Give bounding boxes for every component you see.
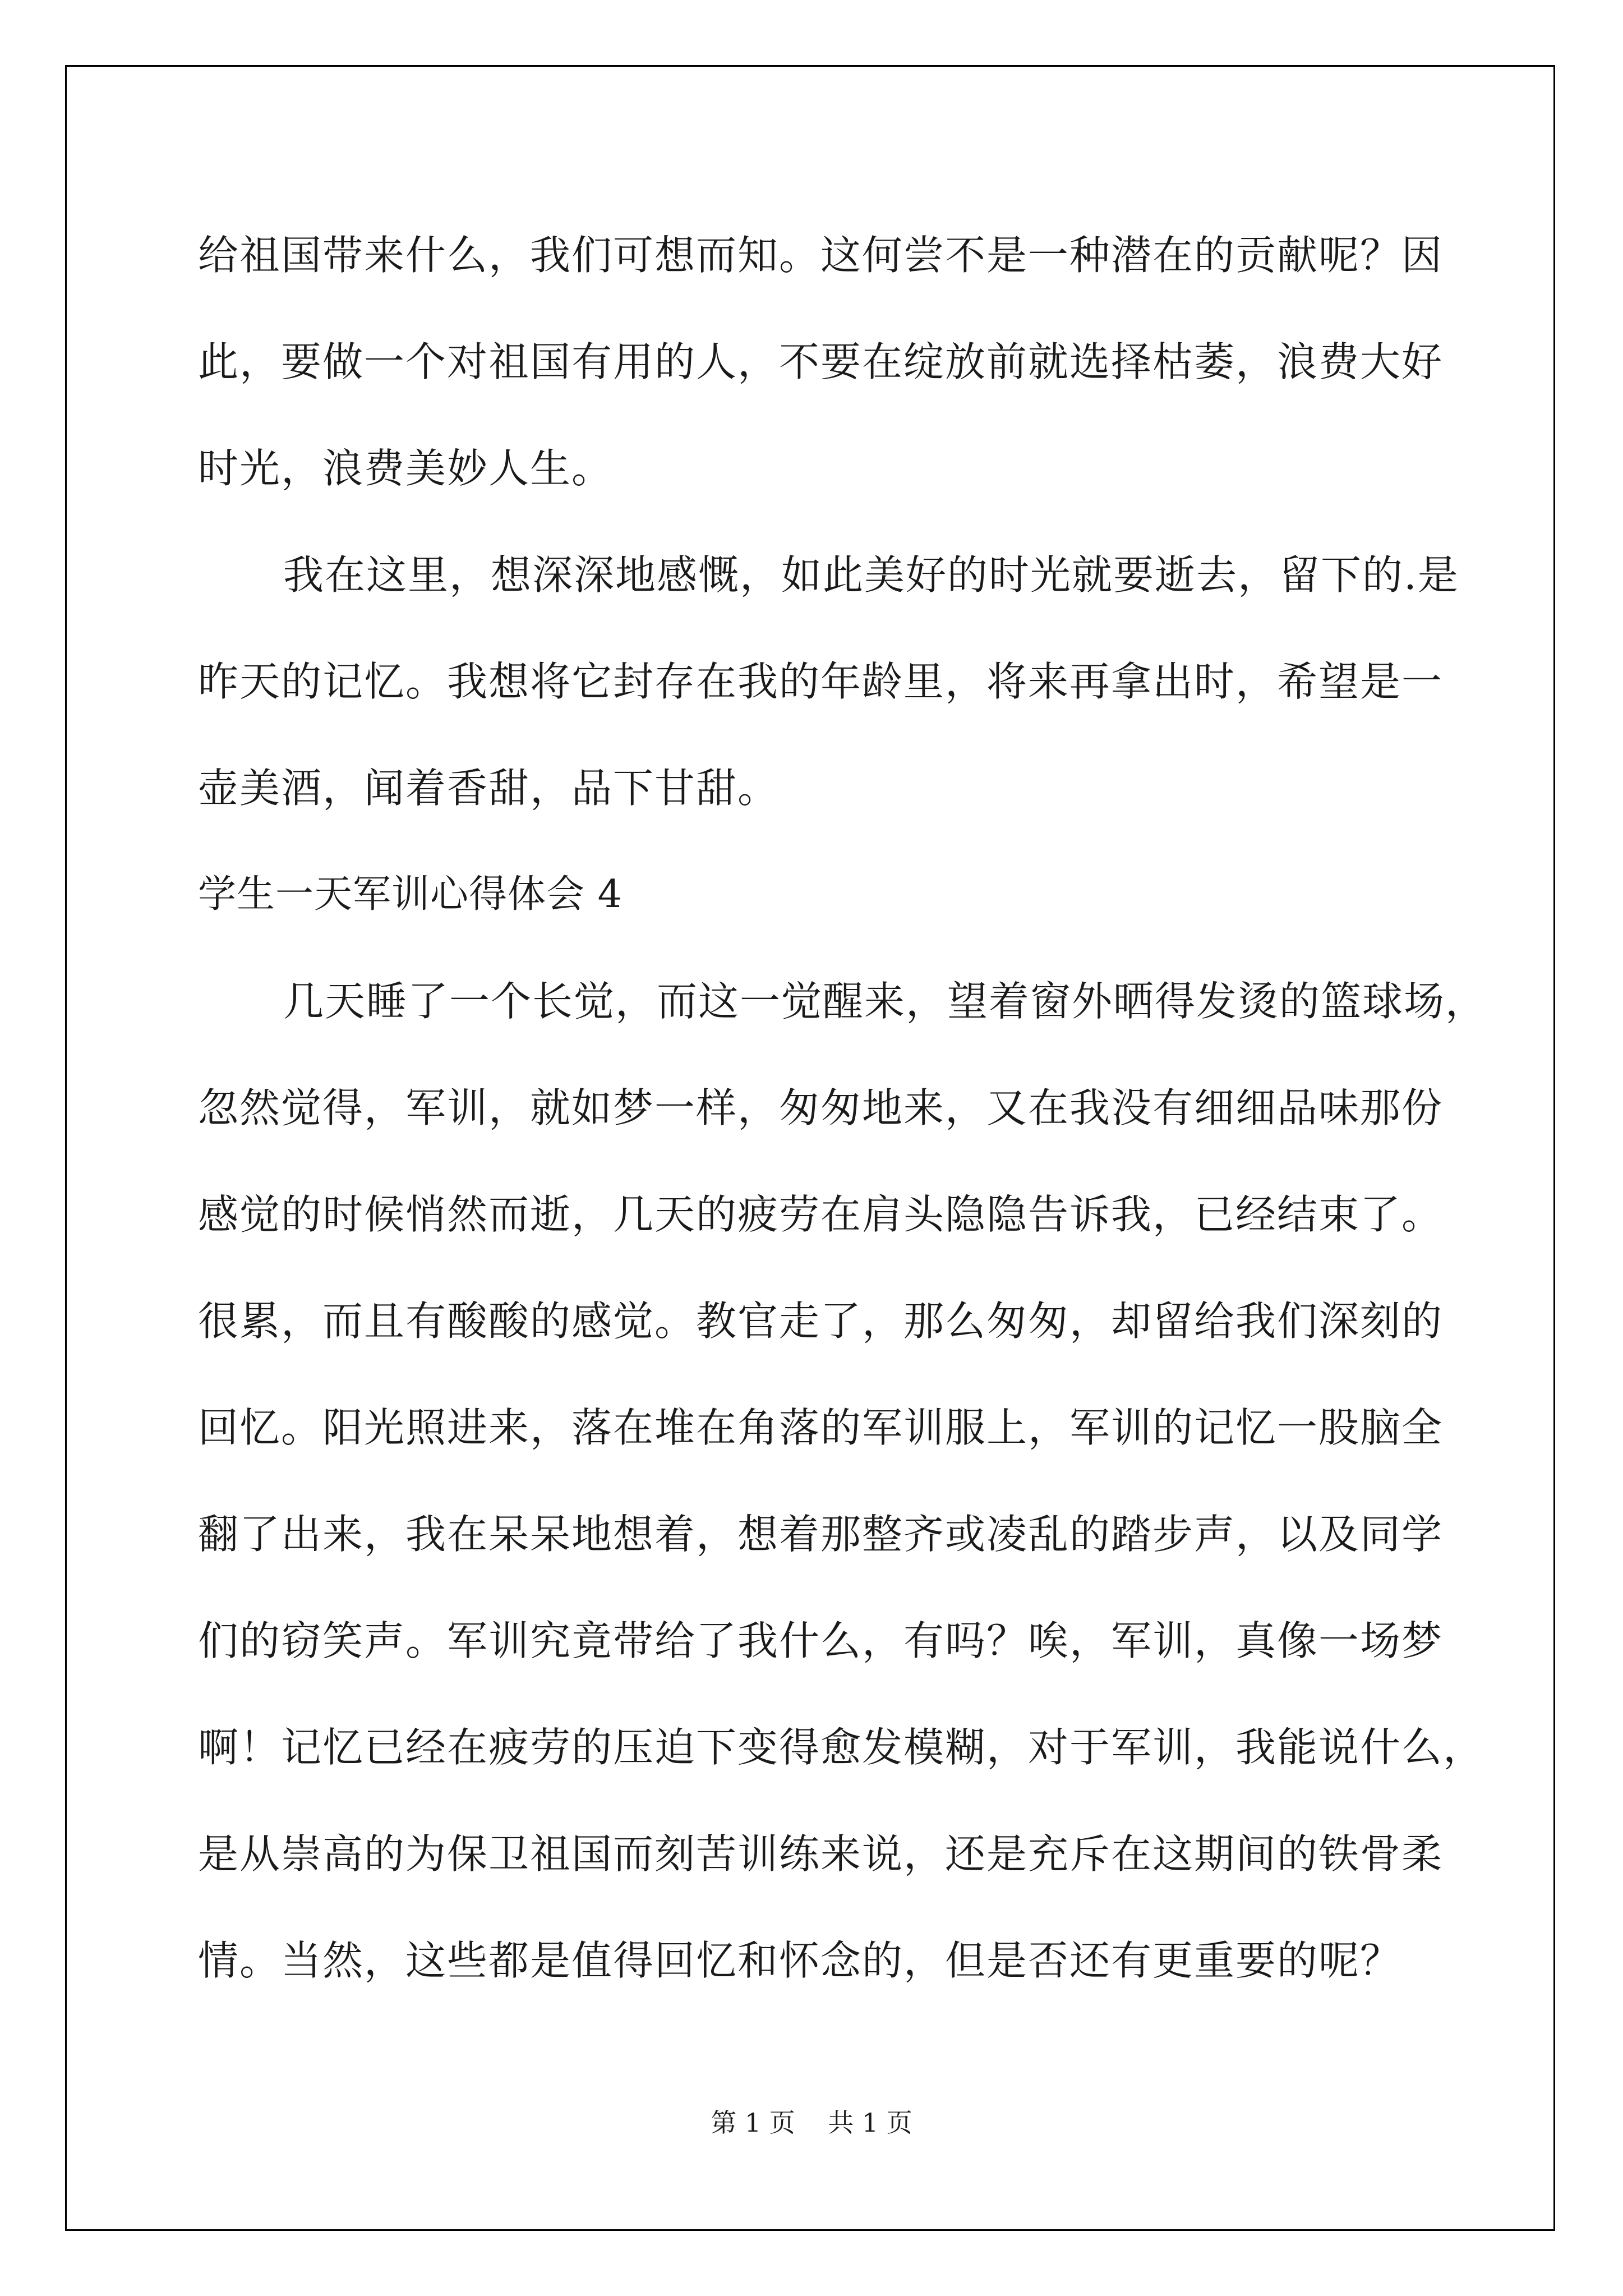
paragraph-line: 几天睡了一个长觉，而这一觉醒来，望着窗外晒得发烫的篮球场， xyxy=(283,978,1487,1025)
paragraph-line: 感觉的时候悄然而逝，几天的疲劳在肩头隐隐告诉我，已经结束了。 xyxy=(198,1191,1444,1238)
paragraph-line: 此，要做一个对祖国有用的人，不要在绽放前就选择枯萎，浪费大好 xyxy=(198,338,1444,385)
page-number-footer: 第 1 页 共 1 页 xyxy=(711,2108,912,2138)
paragraph-line: 给祖国带来什么，我们可想而知。这何尝不是一种潜在的贡献呢？因 xyxy=(198,232,1444,279)
paragraph-line: 回忆。阳光照进来，落在堆在角落的军训服上，军训的记忆一股脑全 xyxy=(198,1404,1444,1451)
paragraph-line: 很累，而且有酸酸的感觉。教官走了，那么匆匆，却留给我们深刻的 xyxy=(198,1297,1444,1345)
paragraph-line: 昨天的记忆。我想将它封存在我的年龄里，将来再拿出时，希望是一 xyxy=(198,658,1444,705)
section-heading: 学生一天军训心得体会 4 xyxy=(198,872,623,917)
paragraph-line: 我在这里，想深深地感慨，如此美好的时光就要逝去，留下的.是 xyxy=(283,551,1459,599)
paragraph-line: 们的窃笑声。军训究竟带给了我什么，有吗？唉，军训，真像一场梦 xyxy=(198,1617,1444,1664)
document-body xyxy=(198,202,1487,2014)
paragraph-line: 情。当然，这些都是值得回忆和怀念的，但是否还有更重要的呢？ xyxy=(198,1937,1402,1984)
paragraph-line: 翻了出来，我在呆呆地想着，想着那整齐或凌乱的踏步声，以及同学 xyxy=(198,1511,1444,1558)
paragraph-line: 啊！记忆已经在疲劳的压迫下变得愈发模糊，对于军训，我能说什么， xyxy=(198,1724,1485,1771)
paragraph-line: 壶美酒，闻着香甜，品下甘甜。 xyxy=(198,765,780,812)
paragraph-line: 是从崇高的为保卫祖国而刻苦训练来说，还是充斥在这期间的铁骨柔 xyxy=(198,1830,1444,1878)
paragraph-line: 忽然觉得，军训，就如梦一样，匆匆地来，又在我没有细细品味那份 xyxy=(198,1084,1444,1131)
paragraph-line: 时光，浪费美妙人生。 xyxy=(198,445,614,492)
